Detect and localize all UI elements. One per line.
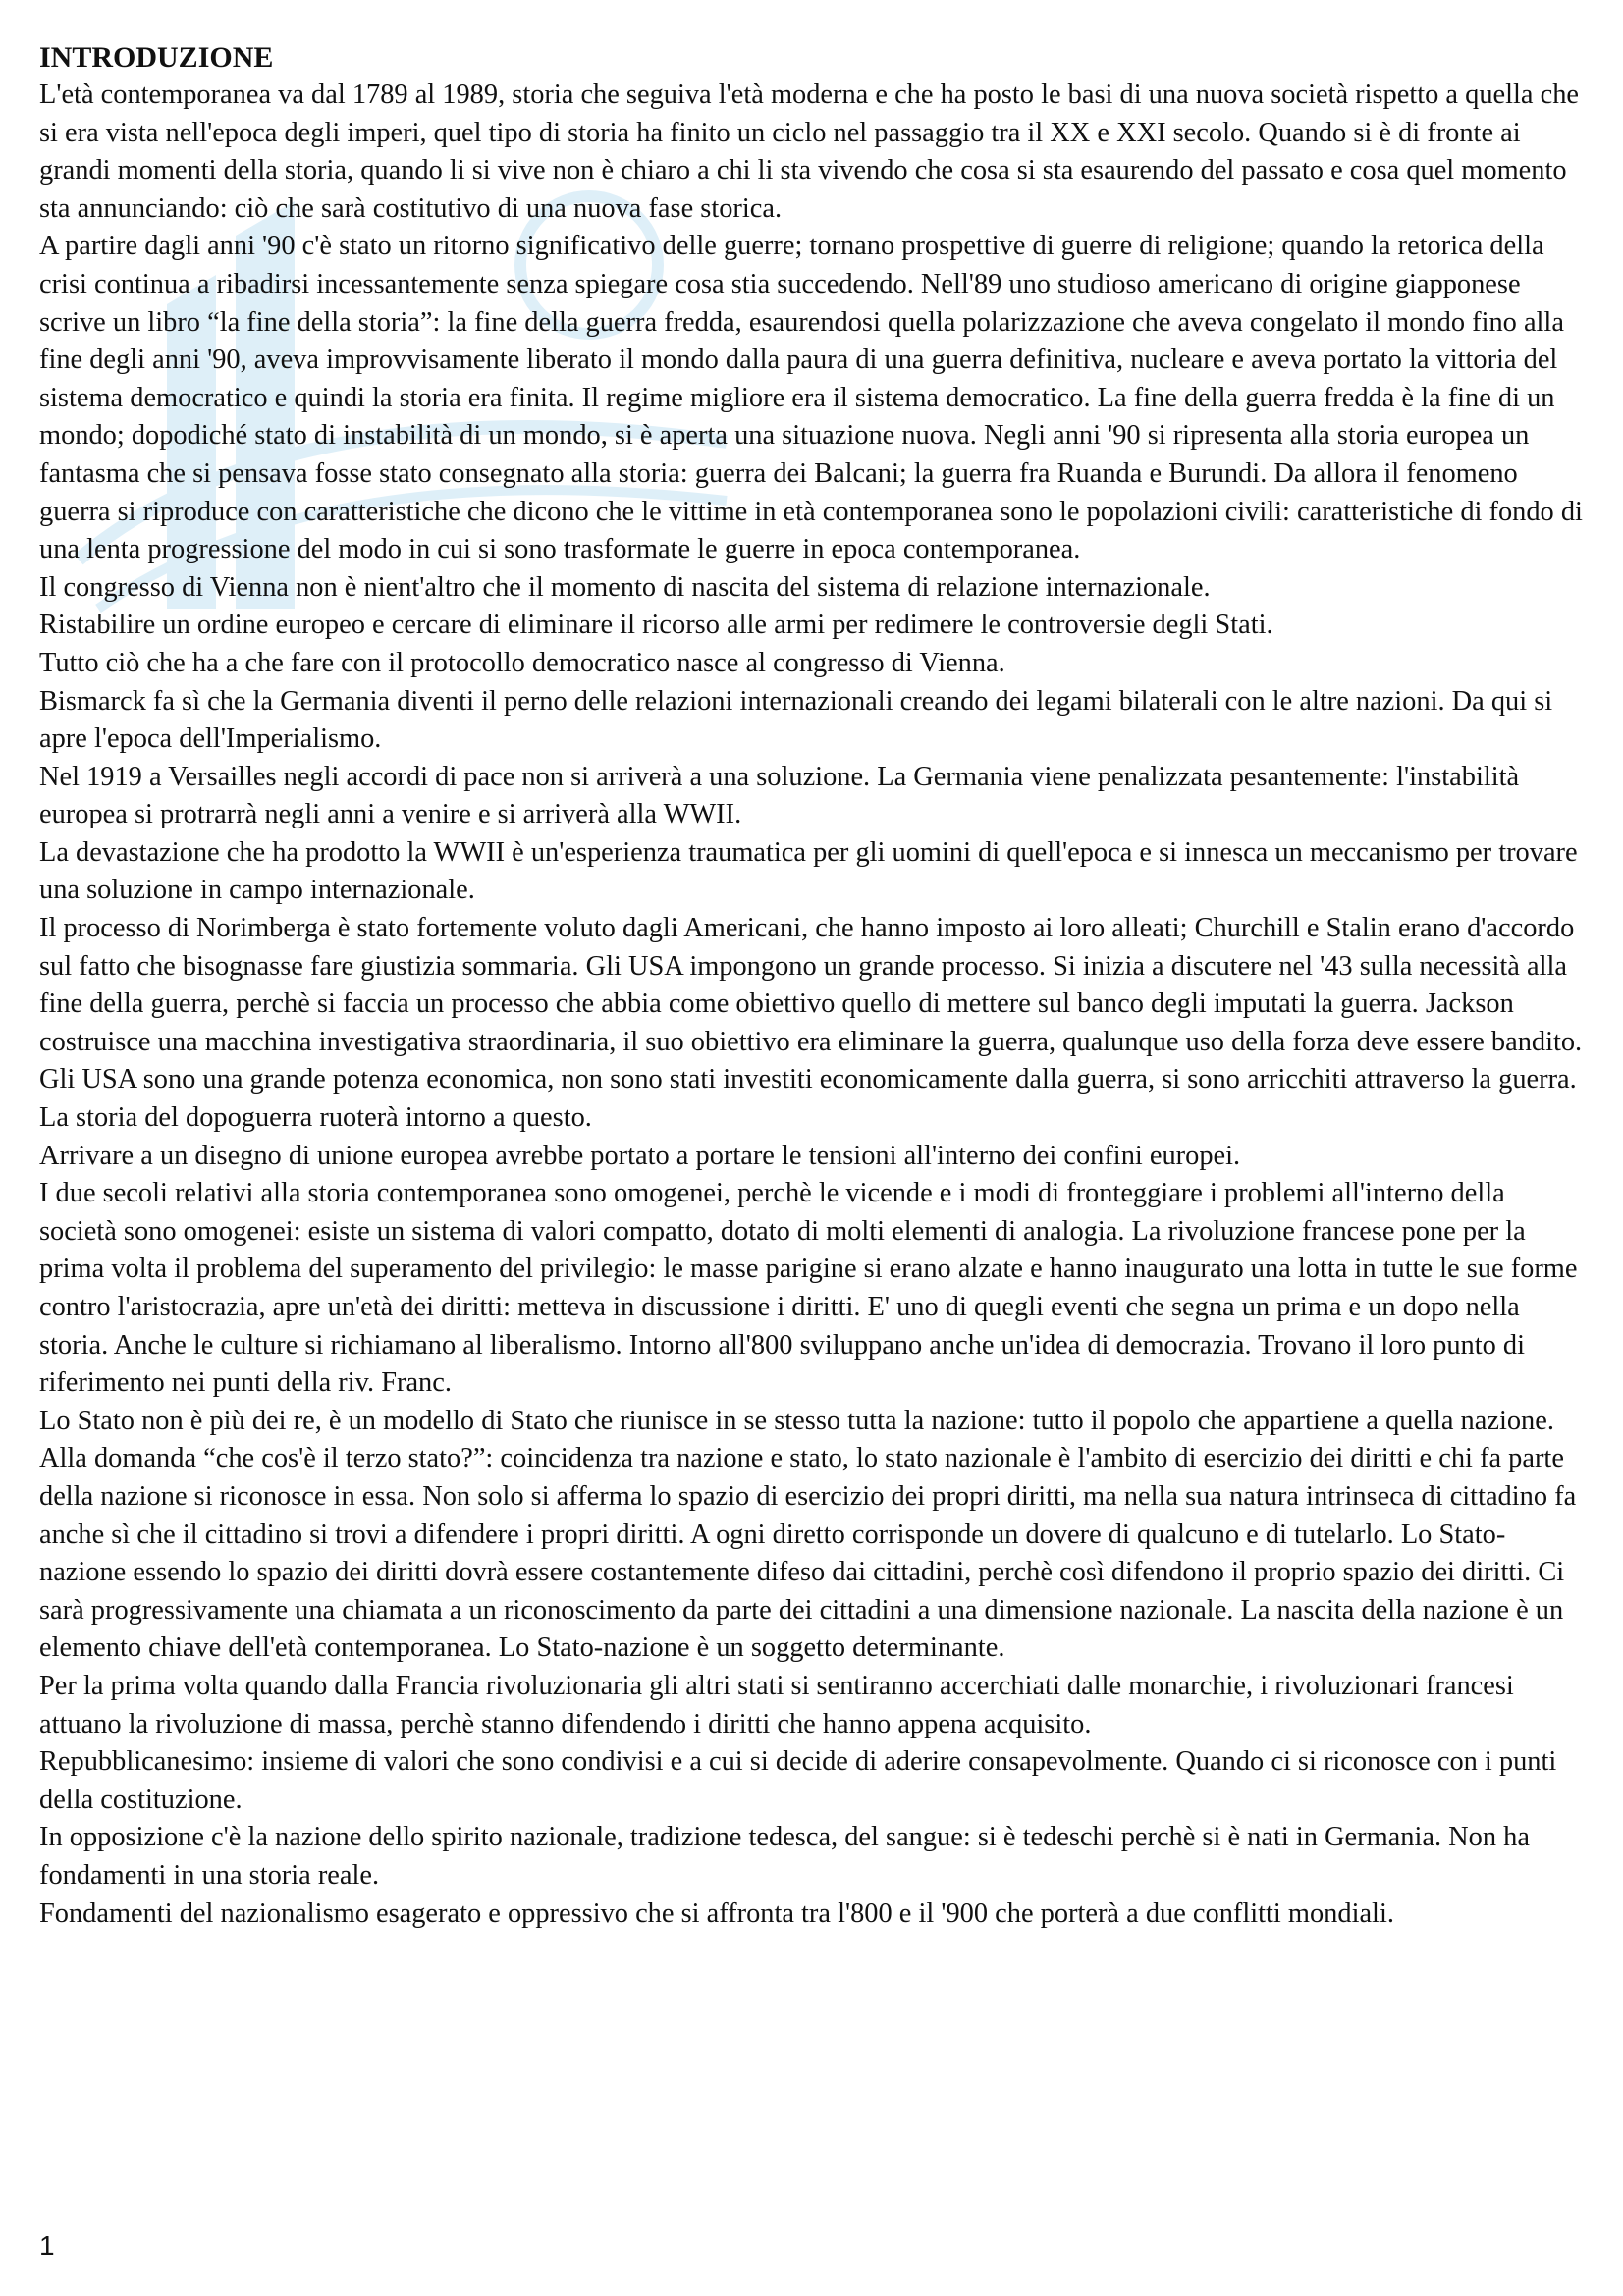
paragraph: I due secoli relativi alla storia contemporanea sono omogenei, perchè le vicende e i modi di fronteggiare i problemi all'interno della società sono omogenei: esiste un sistema di valori compatto, dotato di molti elementi di analogia. La rivoluzione francese pone per la prima volta il problema del superamento del privilegio: le masse parigine si erano alzate e hanno inaugurato una lotta in tutte le sue forme contro l'aristocrazia, apre un'età dei diritti: metteva in discussione i diritti. E' uno di quegli eventi che segna un prima e un dopo nella storia. Anche le culture si richiamano al liberalismo. Intorno all'800 sviluppano anche un'idea di democrazia. Trovano il loro punto di riferimento nei punti della riv. Franc. bbox=[39, 1178, 1578, 1399]
paragraph: La storia del dopoguerra ruoterà intorno a questo. bbox=[39, 1102, 592, 1134]
paragraph: La devastazione che ha prodotto la WWII è un'esperienza traumatica per gli uomini di quell'epoca e si innesca un meccanismo per trovare una soluzione in campo internazionale. bbox=[39, 836, 1578, 906]
paragraph: Fondamenti del nazionalismo esagerato e oppressivo che si affronta tra l'800 e il '900 che porterà a due conflitti mondiali. bbox=[39, 1897, 1394, 1929]
paragraph: Ristabilire un ordine europeo e cercare di eliminare il ricorso alle armi per redimere le controversie degli Stati. bbox=[39, 610, 1273, 641]
document-page bbox=[39, 39, 1583, 1933]
paragraph: Arrivare a un disegno di unione europea avrebbe portato a portare le tensioni all'interno dei confini europei. bbox=[39, 1140, 1241, 1171]
paragraph: Repubblicanesimo: insieme di valori che sono condivisi e a cui si decide di aderire consapevolmente. Quando ci si riconosce con i punti della costituzione. bbox=[39, 1746, 1557, 1815]
paragraph: Lo Stato non è più dei re, è un modello di Stato che riunisce in se stesso tutta la nazione: tutto il popolo che appartiene a quella nazione. Alla domanda “che cos'è il terzo stato?”: coincidenza tra nazione e stato, lo stato nazionale è l'ambito di esercizio dei diritti e chi fa parte della nazione si riconosce in essa. Non solo si afferma lo spazio di esercizio dei propri diritti, ma nella sua natura intrinseca di cittadino fa anche sì che il cittadino si trovi a difendere i propri diritti. A ogni diretto corrisponde un dovere di qualcuno e di tutelarlo. Lo Stato-nazione essendo lo spazio dei diritti dovrà essere costantemente difeso dai cittadini, perchè così difendono il proprio spazio dei diritti. Ci sarà progressivamente una chiamata a un riconoscimento da parte dei cittadini a una dimensione nazionale. La nascita della nazione è un elemento chiave dell'età contemporanea. Lo Stato-nazione è un soggetto determinante. bbox=[39, 1405, 1577, 1664]
page-number: 1 bbox=[39, 2230, 55, 2261]
paragraph: Per la prima volta quando dalla Francia rivoluzionaria gli altri stati si sentiranno accerchiati dalle monarchie, i rivoluzionari francesi attuano la rivoluzione di massa, perchè stanno difendendo i diritti che hanno appena acquisito. bbox=[39, 1670, 1514, 1739]
paragraph: A partire dagli anni '90 c'è stato un ritorno significativo delle guerre; tornano prospettive di guerre di religione; quando la retorica della crisi continua a ribadirsi incessantemente senza spiegare cosa stia succedendo. Nell'89 uno studioso americano di origine giapponese scrive un libro “la fine della storia”: la fine della guerra fredda, esaurendosi quella polarizzazione che aveva congelato il mondo fino alla fine degli anni '90, aveva improvvisamente liberato il mondo dalla paura di una guerra definitiva, nucleare e aveva portato la vittoria del sistema democratico e quindi la storia era finita. Il regime migliore era il sistema democratico. La fine della guerra fredda è la fine di un mondo; dopodiché stato di instabilità di un mondo, si è aperta una situazione nuova. Negli anni '90 si ripresenta alla storia europea un fantasma che si pensava fosse stato consegnato alla storia: guerra dei Balcani; la guerra fra Ruanda e Burundi. Da allora il fenomeno guerra si riproduce con caratteristiche che dicono che le vittime in età contemporanea sono le popolazioni civili: caratteristiche di fondo di una lenta progressione del modo in cui si sono trasformate le guerre in epoca contemporanea. bbox=[39, 231, 1583, 565]
paragraph: Tutto ciò che ha a che fare con il protocollo democratico nasce al congresso di Vienna. bbox=[39, 647, 1005, 678]
document-title: INTRODUZIONE bbox=[39, 41, 274, 74]
paragraph: Il congresso di Vienna non è nient'altro che il momento di nascita del sistema di relazione internazionale. bbox=[39, 571, 1211, 603]
paragraph: Nel 1919 a Versailles negli accordi di pace non si arriverà a una soluzione. La Germania viene penalizzata pesantemente: l'instabilità europea si protrarrà negli anni a venire e si arriverà alla WWII. bbox=[39, 761, 1520, 830]
paragraph: Il processo di Norimberga è stato fortemente voluto dagli Americani, che hanno imposto ai loro alleati; Churchill e Stalin erano d'accordo sul fatto che bisognasse fare giustizia sommaria. Gli USA impongono un grande processo. Si inizia a discutere nel '43 sulla necessità alla fine della guerra, perchè si faccia un processo che abbia come obiettivo quello di mettere sul banco degli imputati la guerra. Jackson costruisce una macchina investigativa straordinaria, il suo obiettivo era eliminare la guerra, qualunque uso della forza deve essere bandito. Gli USA sono una grande potenza economica, non sono stati investiti economicamente dalla guerra, si sono arricchiti attraverso la guerra. bbox=[39, 913, 1583, 1095]
paragraph: L'età contemporanea va dal 1789 al 1989, storia che seguiva l'età moderna e che ha posto le basi di una nuova società rispetto a quella che si era vista nell'epoca degli imperi, quel tipo di storia ha finito un ciclo nel passaggio tra il XX e XXI secolo. Quando si è di fronte ai grandi momenti della storia, quando li si vive non è chiaro a chi li sta vivendo che cosa si sta esaurendo del passato e cosa quel momento sta annunciando: ciò che sarà costitutivo di una nuova fase storica. bbox=[39, 80, 1579, 224]
paragraph: In opposizione c'è la nazione dello spirito nazionale, tradizione tedesca, del sangue: si è tedeschi perchè si è nati in Germania. Non ha fondamenti in una storia reale. bbox=[39, 1822, 1530, 1891]
paragraph: Bismarck fa sì che la Germania diventi il perno delle relazioni internazionali creando dei legami bilaterali con le altre nazioni. Da qui si apre l'epoca dell'Imperialismo. bbox=[39, 685, 1553, 755]
